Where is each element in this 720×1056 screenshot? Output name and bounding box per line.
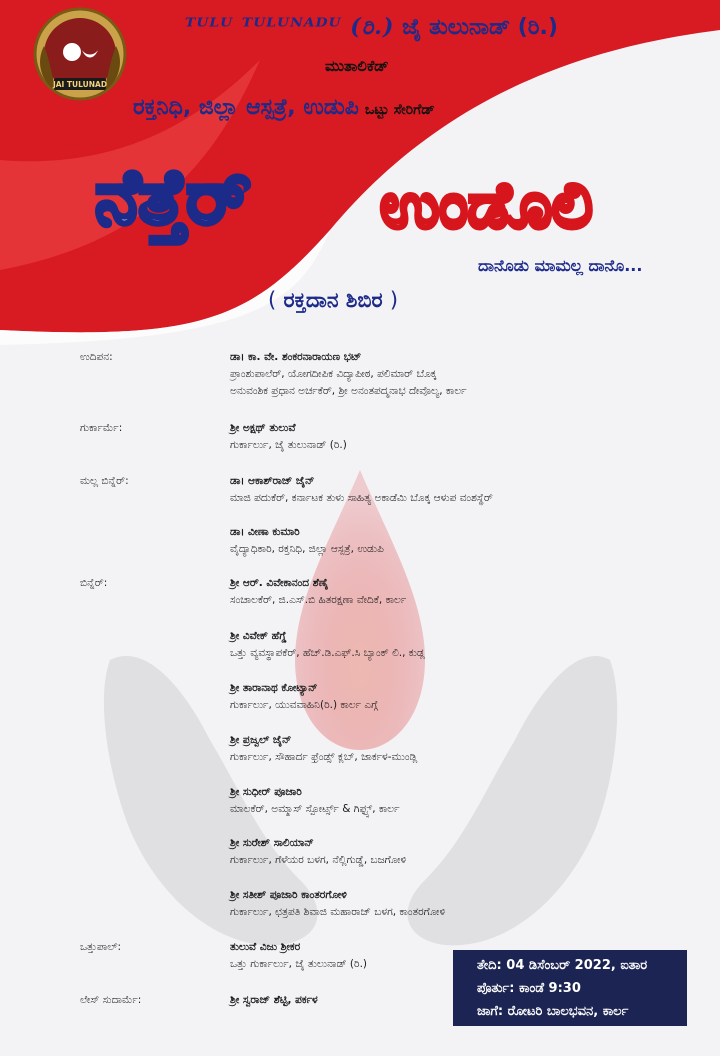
guest-detail: ಗುರ್ಕಾರ್ಲು, ಜೈ ತುಲುನಾಡ್ (ರಿ.) <box>230 439 347 451</box>
guest-detail: ಗುರ್ಕಾರ್ಲು, ಛತ್ರಪತಿ ಶಿವಾಜಿ ಮಹಾರಾಜ್ ಬಳಗ, ಕಾಂತರಗೋಳಿ <box>230 906 446 918</box>
guest-entry <box>230 575 406 609</box>
guest-entry <box>230 524 384 558</box>
event-details-box <box>453 950 687 1026</box>
guest-detail: ಪ್ರಾಂಶುಪಾಲೆರ್, ಯೋಗದೀಪಿಕ ವಿದ್ಯಾಪೀಠ, ಪಲಿಮಾರ್ ಬೊಕ್ಕ <box>230 368 437 380</box>
guest-entry <box>230 628 425 662</box>
guest-detail: ಗುರ್ಕಾರ್ಲು, ಗೆಳೆಯರ ಬಳಗ, ನೆಲ್ಲಿಗುಡ್ಡೆ, ಬಜಗೋಳಿ <box>230 854 407 866</box>
guest-entry <box>230 420 347 454</box>
guest-detail: ಮಾಲಕೆರ್, ಅಮ್ಮಾಸ್ ಸ್ಪೋರ್ಟ್ಸ್ & ಗಿಫ್ಟ್ಸ್, ಕಾರ್ಲ <box>230 803 400 815</box>
guest-entry <box>230 784 400 818</box>
guest-detail: ವೈದ್ಯಾಧಿಕಾರಿ, ರಕ್ತನಿಧಿ, ಜಿಲ್ಲಾ ಆಸ್ಪತ್ರೆ, ಉಡುಪಿ <box>230 543 384 555</box>
org-name-kannada: ಜೈ ತುಲುನಾಡ್ (ರಿ.) <box>402 15 558 40</box>
guest-entry <box>230 349 467 400</box>
guest-detail: ಸಂಚಾಲಕೆರ್, ಜಿ.ಎಸ್.ಬಿ ಹಿತರಕ್ಷಣಾ ವೇದಿಕೆ, ಕಾರ್ಲ <box>230 594 407 606</box>
guest-name: ಶ್ರೀ ವಿವೇಕ್ ಹೆಗ್ಡೆ <box>230 630 287 642</box>
guest-name: ಶ್ರೀ ತಾರಾನಾಥ ಕೋಟ್ಯಾನ್ <box>230 682 318 694</box>
partner-suffix: ಒಟ್ಟು ಸೇರಿಗೆಡ್ <box>364 102 435 118</box>
guest-entry <box>230 680 378 714</box>
guest-entry <box>230 992 318 1009</box>
guest-name: ಶ್ರೀ ಅಕ್ಷಥ್ ತುಲುವೆ <box>230 422 296 434</box>
org-name <box>185 14 558 40</box>
guest-name: ಡಾ। ಕಾ. ವೇ. ಶಂಕರನಾರಾಯಣ ಭಟ್ <box>230 351 362 363</box>
event-venue: ಜಾಗೆ: ರೋಟರಿ ಬಾಲಭವನ, ಕಾರ್ಲ <box>477 1004 629 1019</box>
section-label-president: ಗುರ್ಕಾರ್ಮೆ: <box>80 422 123 434</box>
partner-name: ರಕ್ತನಿಧಿ, ಜಿಲ್ಲಾ ಆಸ್ಪತ್ರೆ, ಉಡುಪಿ <box>133 95 359 120</box>
camp-title <box>268 288 398 313</box>
guest-detail: ಗುರ್ಕಾರ್ಲು, ಸೌಹಾರ್ದ ಫ್ರೆಂಡ್ಸ್ ಕ್ಲಬ್, ಜಾರ್ಕಳ-ಮುಂಡ್ಲಿ <box>230 751 418 763</box>
guest-entry <box>230 732 417 766</box>
camp-paren-close: ) <box>389 288 399 312</box>
guest-entry <box>230 835 406 869</box>
title-part2: ಉಂಡೊಲಿ <box>380 168 593 243</box>
guest-name: ಡಾ। ವೀಣಾ ಕುಮಾರಿ <box>230 526 300 538</box>
guest-entry <box>230 887 445 921</box>
guest-name: ಶ್ರೀ ಸತೀಶ್ ಪೂಜಾರಿ ಕಾಂತರಗೋಳಿ <box>230 889 347 901</box>
guest-entry <box>230 939 367 973</box>
section-label-inauguration: ಉದಿಪನ: <box>80 351 113 363</box>
guest-detail: ಅನುವಂಶಿಕ ಪ್ರಧಾನ ಅರ್ಚಕೆರ್, ಶ್ರೀ ಅನಂತಪದ್ಮನಾಭ ದೇವೊಲ್ಯ, ಕಾರ್ಲ <box>230 385 467 397</box>
guest-detail: ಒತ್ತು ಗುರ್ಕಾರ್ಲು, ಜೈ ತುಲುನಾಡ್ (ರಿ.) <box>230 958 368 970</box>
guest-name: ಶ್ರೀ ಸುಧೀರ್ ಪೂಜಾರಿ <box>230 786 302 798</box>
guest-entry <box>230 473 493 507</box>
section-label-support: ಒತ್ತುಪಾಲ್: <box>80 941 122 953</box>
camp-paren-open: ( <box>268 288 277 312</box>
section-label-guests: ಬಿನ್ನೆರ್: <box>80 577 108 589</box>
partner-line <box>133 95 435 120</box>
guest-name: ಶ್ರೀ ಪ್ರಜ್ವಲ್ ಜೈನ್ <box>230 734 292 746</box>
guest-detail: ಒತ್ತು ವ್ಯವಸ್ಥಾಪಕೆರ್, ಹೆಚ್.ಡಿ.ಎಫ್.ಸಿ ಬ್ಯಾಂಕ್ ಲಿ., ಕುಡ್ಲ <box>230 647 425 659</box>
event-date: ತೇದಿ: 04 ಡಿಸೆಂಬರ್ 2022, ಐತಾರ <box>477 958 648 973</box>
guest-name: ಡಾ। ಆಕಾಶ್‌ರಾಜ್ ಜೈನ್ <box>230 475 315 487</box>
section-label-coordination: ಲೇಸ್ ಸುದಾರ್ಮೆ: <box>80 994 142 1006</box>
section-label-chief-guests: ಮಲ್ಲ ಬಿನ್ನೆರ್: <box>80 475 129 487</box>
event-time: ಪೊರ್ತು: ಕಾಂಡೆ 9:30 <box>477 981 581 996</box>
camp-name: ರಕ್ತದಾನ ಶಿಬಿರ <box>283 288 383 312</box>
guest-name: ಶ್ರೀ ಸ್ವರಾಜ್ ಶೆಟ್ಟಿ, ಪರ್ಕಳ <box>230 994 318 1006</box>
guest-name: ಶ್ರೀ ಆರ್. ವಿವೇಕಾನಂದ ಶೆಣೈ <box>230 577 329 589</box>
guest-name: ಶ್ರೀ ಸುರೇಶ್ ಸಾಲಿಯಾನ್ <box>230 837 314 849</box>
led-by: ಮುತಾಲಿಕೆಡ್ <box>325 57 389 75</box>
guest-detail: ಮಾಜಿ ಪದುಕೆರ್, ಕರ್ನಾಟಕ ತುಳು ಸಾಹಿತ್ಯ ಅಕಾಡೆಮಿ ಬೊಕ್ಕ ಆಳುಪ ವಂಶಸ್ಥೆರ್ <box>230 492 493 504</box>
title-part1: ನೆತ್ತೆರ್ <box>95 152 249 241</box>
org-name-tulu-script: ᵀᵁᴸᵁ ᵀᵁᴸᵁᴺᴬᴰᵁ (ರಿ.) <box>185 14 395 40</box>
guest-name: ತುಲುವೆ ವಿಜು ಶ್ರೀಕರ <box>230 941 301 953</box>
guest-detail: ಗುರ್ಕಾರ್ಲು, ಯುವವಾಹಿನಿ(ರಿ.) ಕಾರ್ಲ ಎಗ್ಗೆ <box>230 699 378 711</box>
logo-text: JAI TULUNAD <box>52 80 108 89</box>
jai-tulunad-logo <box>26 6 134 102</box>
tagline: ದಾನೊಡು ಮಾಮಲ್ಲ ದಾನೊ... <box>478 256 643 275</box>
